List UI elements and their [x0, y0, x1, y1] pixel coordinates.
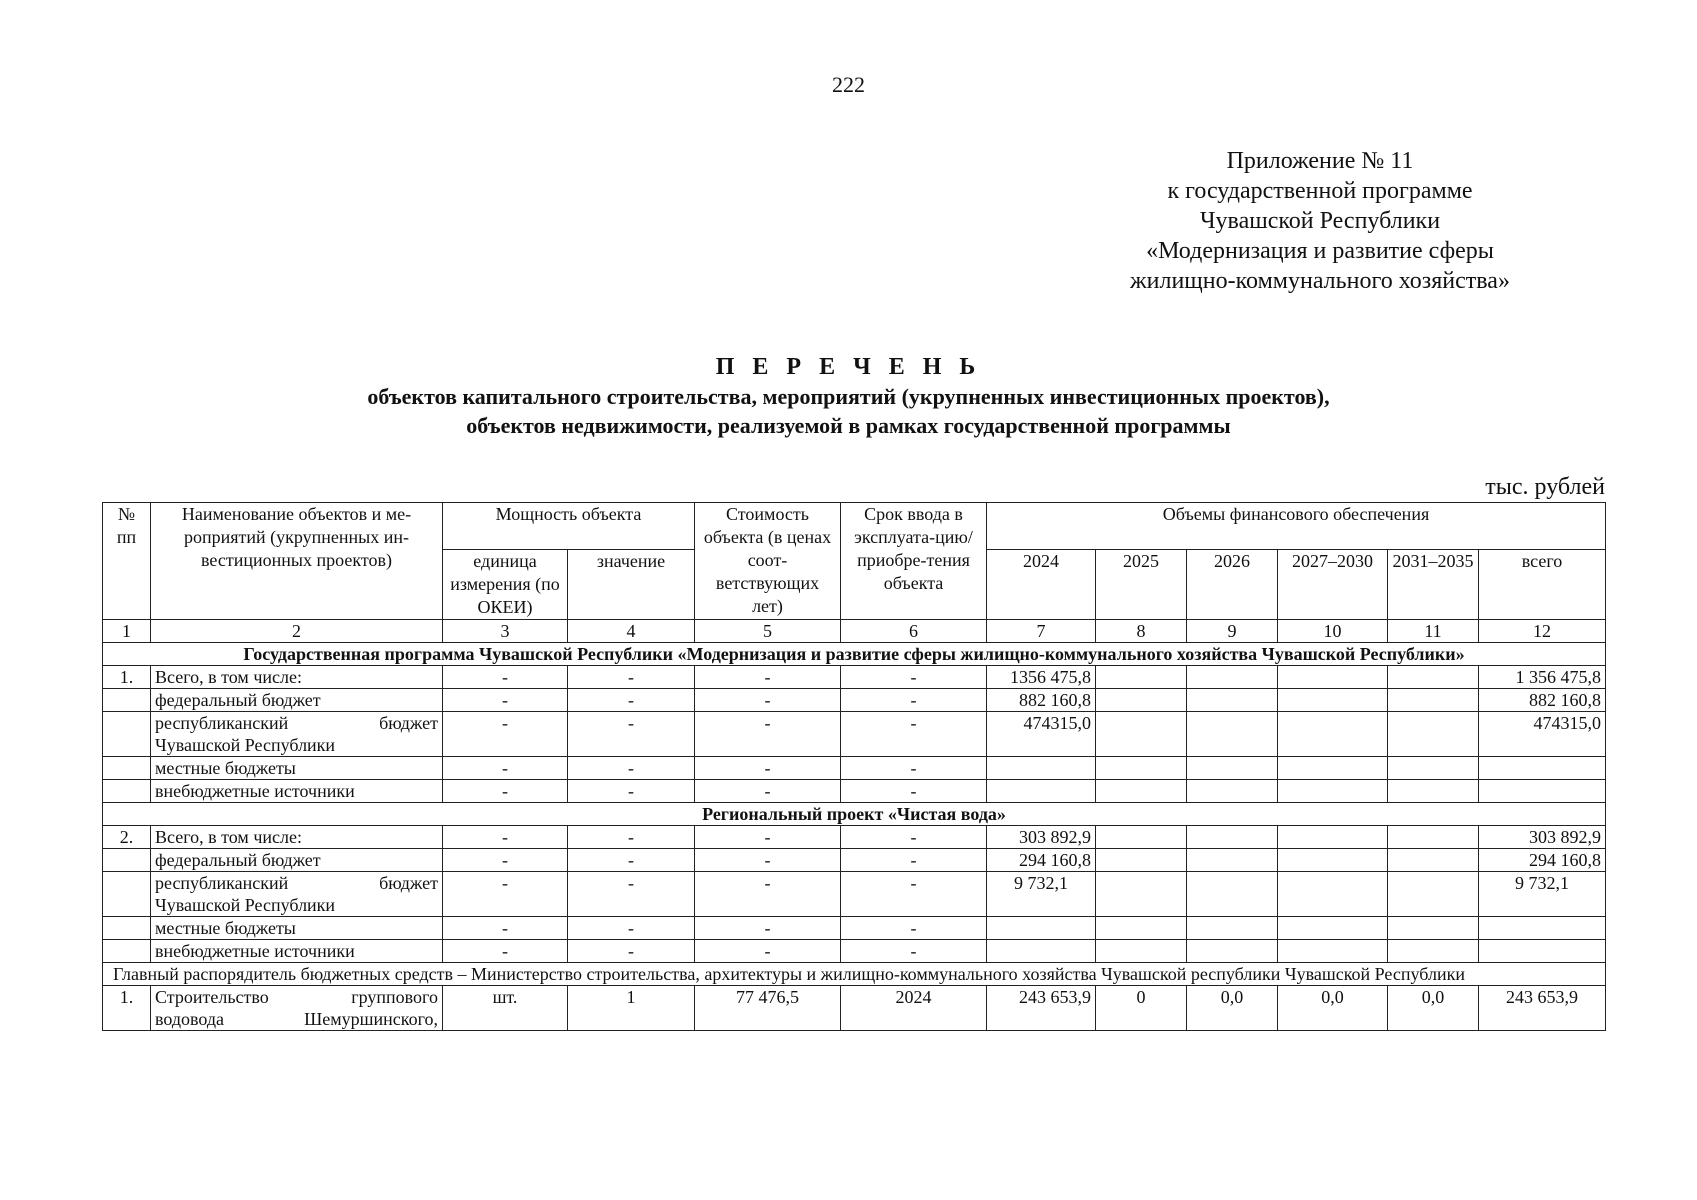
row-2025 — [1096, 940, 1187, 963]
row-2026 — [1187, 917, 1278, 940]
object-2031-2035: 0,0 — [1388, 986, 1479, 1031]
row-unit: - — [443, 826, 568, 849]
row-value: - — [568, 872, 695, 917]
object-row — [103, 986, 1606, 1031]
column-number: 6 — [841, 620, 987, 643]
row-2031-2035 — [1388, 780, 1479, 803]
appendix-line: жилищно-коммунального хозяйства» — [1130, 268, 1510, 294]
table-row — [103, 940, 1606, 963]
row-value: - — [568, 689, 695, 712]
row-2031-2035 — [1388, 849, 1479, 872]
row-2024 — [987, 780, 1096, 803]
object-cost: 77 476,5 — [695, 986, 841, 1031]
row-total: 1 356 475,8 — [1479, 666, 1606, 689]
row-2027-2030 — [1278, 780, 1388, 803]
appendix-note — [1130, 146, 1510, 296]
row-name: внебюджетные источники — [151, 940, 443, 963]
row-num: 1. — [103, 666, 151, 689]
row-num — [103, 849, 151, 872]
row-2026 — [1187, 849, 1278, 872]
page-number: 222 — [832, 72, 865, 97]
row-2031-2035 — [1388, 689, 1479, 712]
row-term: - — [841, 712, 987, 757]
document-title — [0, 352, 1697, 440]
row-term: - — [841, 666, 987, 689]
header-year: 2031–2035 — [1388, 550, 1479, 620]
title-line-2: объектов недвижимости, реализуемой в рамках государственной программы — [466, 413, 1231, 438]
row-unit: - — [443, 689, 568, 712]
object-2027-2030: 0,0 — [1278, 986, 1388, 1031]
header-funding: Объемы финансового обеспечения — [987, 503, 1606, 550]
header-year: 2024 — [987, 550, 1096, 620]
row-total — [1479, 780, 1606, 803]
table-row — [103, 712, 1606, 757]
row-2027-2030 — [1278, 689, 1388, 712]
row-2024: 1356 475,8 — [987, 666, 1096, 689]
row-2031-2035 — [1388, 940, 1479, 963]
object-term: 2024 — [841, 986, 987, 1031]
row-2027-2030 — [1278, 826, 1388, 849]
column-number: 11 — [1388, 620, 1479, 643]
row-num — [103, 689, 151, 712]
section-row — [103, 643, 1606, 666]
row-num — [103, 712, 151, 757]
row-num — [103, 780, 151, 803]
row-2027-2030 — [1278, 757, 1388, 780]
header-value: значение — [568, 550, 695, 620]
row-cost: - — [695, 712, 841, 757]
row-value: - — [568, 849, 695, 872]
header-row — [103, 503, 1606, 550]
row-cost: - — [695, 689, 841, 712]
row-term: - — [841, 689, 987, 712]
row-2026 — [1187, 872, 1278, 917]
appendix-line: «Модернизация и развитие сферы — [1146, 238, 1494, 264]
row-2025 — [1096, 689, 1187, 712]
table-row — [103, 849, 1606, 872]
header-unit: единица измерения (по ОКЕИ) — [443, 550, 568, 620]
row-2026 — [1187, 757, 1278, 780]
row-2027-2030 — [1278, 666, 1388, 689]
row-term: - — [841, 872, 987, 917]
header-year: 2027–2030 — [1278, 550, 1388, 620]
title-main: П Е Р Е Ч Е Н Ь — [715, 354, 982, 380]
row-2031-2035 — [1388, 712, 1479, 757]
row-name: внебюджетные источники — [151, 780, 443, 803]
row-2024: 882 160,8 — [987, 689, 1096, 712]
table-row — [103, 757, 1606, 780]
object-name-word: Строительство — [155, 987, 269, 1007]
row-2025 — [1096, 780, 1187, 803]
header-cost: Стоимость объекта (в ценах соот-ветствующих лет) — [695, 503, 841, 620]
row-2031-2035 — [1388, 666, 1479, 689]
manager-row — [103, 963, 1606, 986]
row-2031-2035 — [1388, 826, 1479, 849]
column-number: 8 — [1096, 620, 1187, 643]
row-unit: - — [443, 757, 568, 780]
row-num — [103, 757, 151, 780]
objects-table — [102, 502, 1606, 1031]
header-total: всего — [1479, 550, 1606, 620]
header-year: 2026 — [1187, 550, 1278, 620]
row-2024: 474315,0 — [987, 712, 1096, 757]
row-value: - — [568, 666, 695, 689]
object-name-word: Шемуршинского, — [304, 1009, 438, 1029]
row-num — [103, 917, 151, 940]
row-2025 — [1096, 849, 1187, 872]
row-unit: - — [443, 917, 568, 940]
row-cost: - — [695, 849, 841, 872]
section-title: Государственная программа Чувашской Республики «Модернизация и развитие сферы жилищно-коммунального хозяйства Чувашской Республики» — [103, 643, 1606, 666]
column-number: 12 — [1479, 620, 1606, 643]
row-value: - — [568, 757, 695, 780]
column-number: 10 — [1278, 620, 1388, 643]
column-number: 4 — [568, 620, 695, 643]
row-2027-2030 — [1278, 849, 1388, 872]
row-2025 — [1096, 872, 1187, 917]
row-2025 — [1096, 826, 1187, 849]
row-2027-2030 — [1278, 872, 1388, 917]
row-name: Всего, в том числе: — [151, 666, 443, 689]
row-cost: - — [695, 826, 841, 849]
row-num — [103, 872, 151, 917]
table-row — [103, 917, 1606, 940]
row-total: 303 892,9 — [1479, 826, 1606, 849]
row-2031-2035 — [1388, 917, 1479, 940]
row-2024: 303 892,9 — [987, 826, 1096, 849]
row-unit: - — [443, 849, 568, 872]
row-2027-2030 — [1278, 940, 1388, 963]
header-term: Срок ввода в эксплуата-цию/приобре-тения объекта — [841, 503, 987, 620]
row-value: - — [568, 940, 695, 963]
object-name-line — [155, 986, 438, 1008]
column-number: 2 — [151, 620, 443, 643]
section-row — [103, 803, 1606, 826]
row-cost: - — [695, 666, 841, 689]
object-name-word: водовода — [155, 1009, 225, 1029]
row-total: 474315,0 — [1479, 712, 1606, 757]
row-unit: - — [443, 780, 568, 803]
row-term: - — [841, 780, 987, 803]
row-2025 — [1096, 917, 1187, 940]
row-total: 294 160,8 — [1479, 849, 1606, 872]
row-total — [1479, 917, 1606, 940]
column-number: 1 — [103, 620, 151, 643]
column-number-row — [103, 620, 1606, 643]
object-value: 1 — [568, 986, 695, 1031]
table-row — [103, 780, 1606, 803]
row-2026 — [1187, 940, 1278, 963]
row-name: республиканский бюджет Чувашской Республики — [151, 712, 443, 757]
row-2026 — [1187, 689, 1278, 712]
row-name: Всего, в том числе: — [151, 826, 443, 849]
row-cost: - — [695, 780, 841, 803]
section-title: Региональный проект «Чистая вода» — [103, 803, 1606, 826]
row-2026 — [1187, 666, 1278, 689]
row-2025 — [1096, 666, 1187, 689]
row-unit: - — [443, 940, 568, 963]
row-term: - — [841, 849, 987, 872]
row-unit: - — [443, 712, 568, 757]
row-name: федеральный бюджет — [151, 689, 443, 712]
table-row — [103, 872, 1606, 917]
row-term: - — [841, 757, 987, 780]
row-2024 — [987, 757, 1096, 780]
appendix-line: Приложение № 11 — [1226, 148, 1414, 174]
table-row — [103, 826, 1606, 849]
row-2031-2035 — [1388, 757, 1479, 780]
object-unit: шт. — [443, 986, 568, 1031]
column-number: 5 — [695, 620, 841, 643]
row-2026 — [1187, 826, 1278, 849]
row-term: - — [841, 826, 987, 849]
title-line-1: объектов капитального строительства, мероприятий (укрупненных инвестиционных проектов), — [367, 384, 1330, 409]
row-value: - — [568, 712, 695, 757]
row-unit: - — [443, 666, 568, 689]
row-2027-2030 — [1278, 917, 1388, 940]
header-capacity: Мощность объекта — [443, 503, 695, 550]
row-2025 — [1096, 712, 1187, 757]
header-year: 2025 — [1096, 550, 1187, 620]
row-cost: - — [695, 940, 841, 963]
header-name: Наименование объектов и ме-роприятий (укрупненных ин-вестиционных проектов) — [151, 503, 443, 620]
column-number: 7 — [987, 620, 1096, 643]
row-2026 — [1187, 712, 1278, 757]
object-total: 243 653,9 — [1479, 986, 1606, 1031]
budget-manager: Главный распорядитель бюджетных средств – Министерство строительства, архитектуры и жилищно-коммунального хозяйства Чувашской республики Чувашской Республики — [103, 963, 1606, 986]
object-2025: 0 — [1096, 986, 1187, 1031]
object-num: 1. — [103, 986, 151, 1031]
column-number: 3 — [443, 620, 568, 643]
row-name: федеральный бюджет — [151, 849, 443, 872]
row-term: - — [841, 917, 987, 940]
row-2024 — [987, 917, 1096, 940]
row-value: - — [568, 826, 695, 849]
row-cost: - — [695, 872, 841, 917]
units-label: тыс. рублей — [1485, 474, 1605, 500]
row-value: - — [568, 917, 695, 940]
row-total: 9 732,1 — [1479, 872, 1606, 917]
row-2026 — [1187, 780, 1278, 803]
object-2024: 243 653,9 — [987, 986, 1096, 1031]
row-cost: - — [695, 917, 841, 940]
row-unit: - — [443, 872, 568, 917]
row-total — [1479, 757, 1606, 780]
row-2024: 294 160,8 — [987, 849, 1096, 872]
row-total: 882 160,8 — [1479, 689, 1606, 712]
row-2025 — [1096, 757, 1187, 780]
row-total — [1479, 940, 1606, 963]
header-num: № пп — [103, 503, 151, 620]
appendix-line: Чувашской Республики — [1199, 208, 1441, 234]
row-value: - — [568, 780, 695, 803]
object-name-line — [155, 1008, 438, 1030]
column-number: 9 — [1187, 620, 1278, 643]
row-num — [103, 940, 151, 963]
row-num: 2. — [103, 826, 151, 849]
object-name-word: группового — [351, 987, 438, 1007]
row-2024 — [987, 940, 1096, 963]
table-row — [103, 666, 1606, 689]
appendix-line: к государственной программе — [1167, 178, 1473, 204]
row-cost: - — [695, 757, 841, 780]
row-2031-2035 — [1388, 872, 1479, 917]
object-name — [151, 986, 443, 1031]
row-2024: 9 732,1 — [987, 872, 1096, 917]
row-name: местные бюджеты — [151, 917, 443, 940]
row-name: местные бюджеты — [151, 757, 443, 780]
object-2026: 0,0 — [1187, 986, 1278, 1031]
row-2027-2030 — [1278, 712, 1388, 757]
row-name: республиканский бюджет Чувашской Республики — [151, 872, 443, 917]
row-term: - — [841, 940, 987, 963]
table-row — [103, 689, 1606, 712]
